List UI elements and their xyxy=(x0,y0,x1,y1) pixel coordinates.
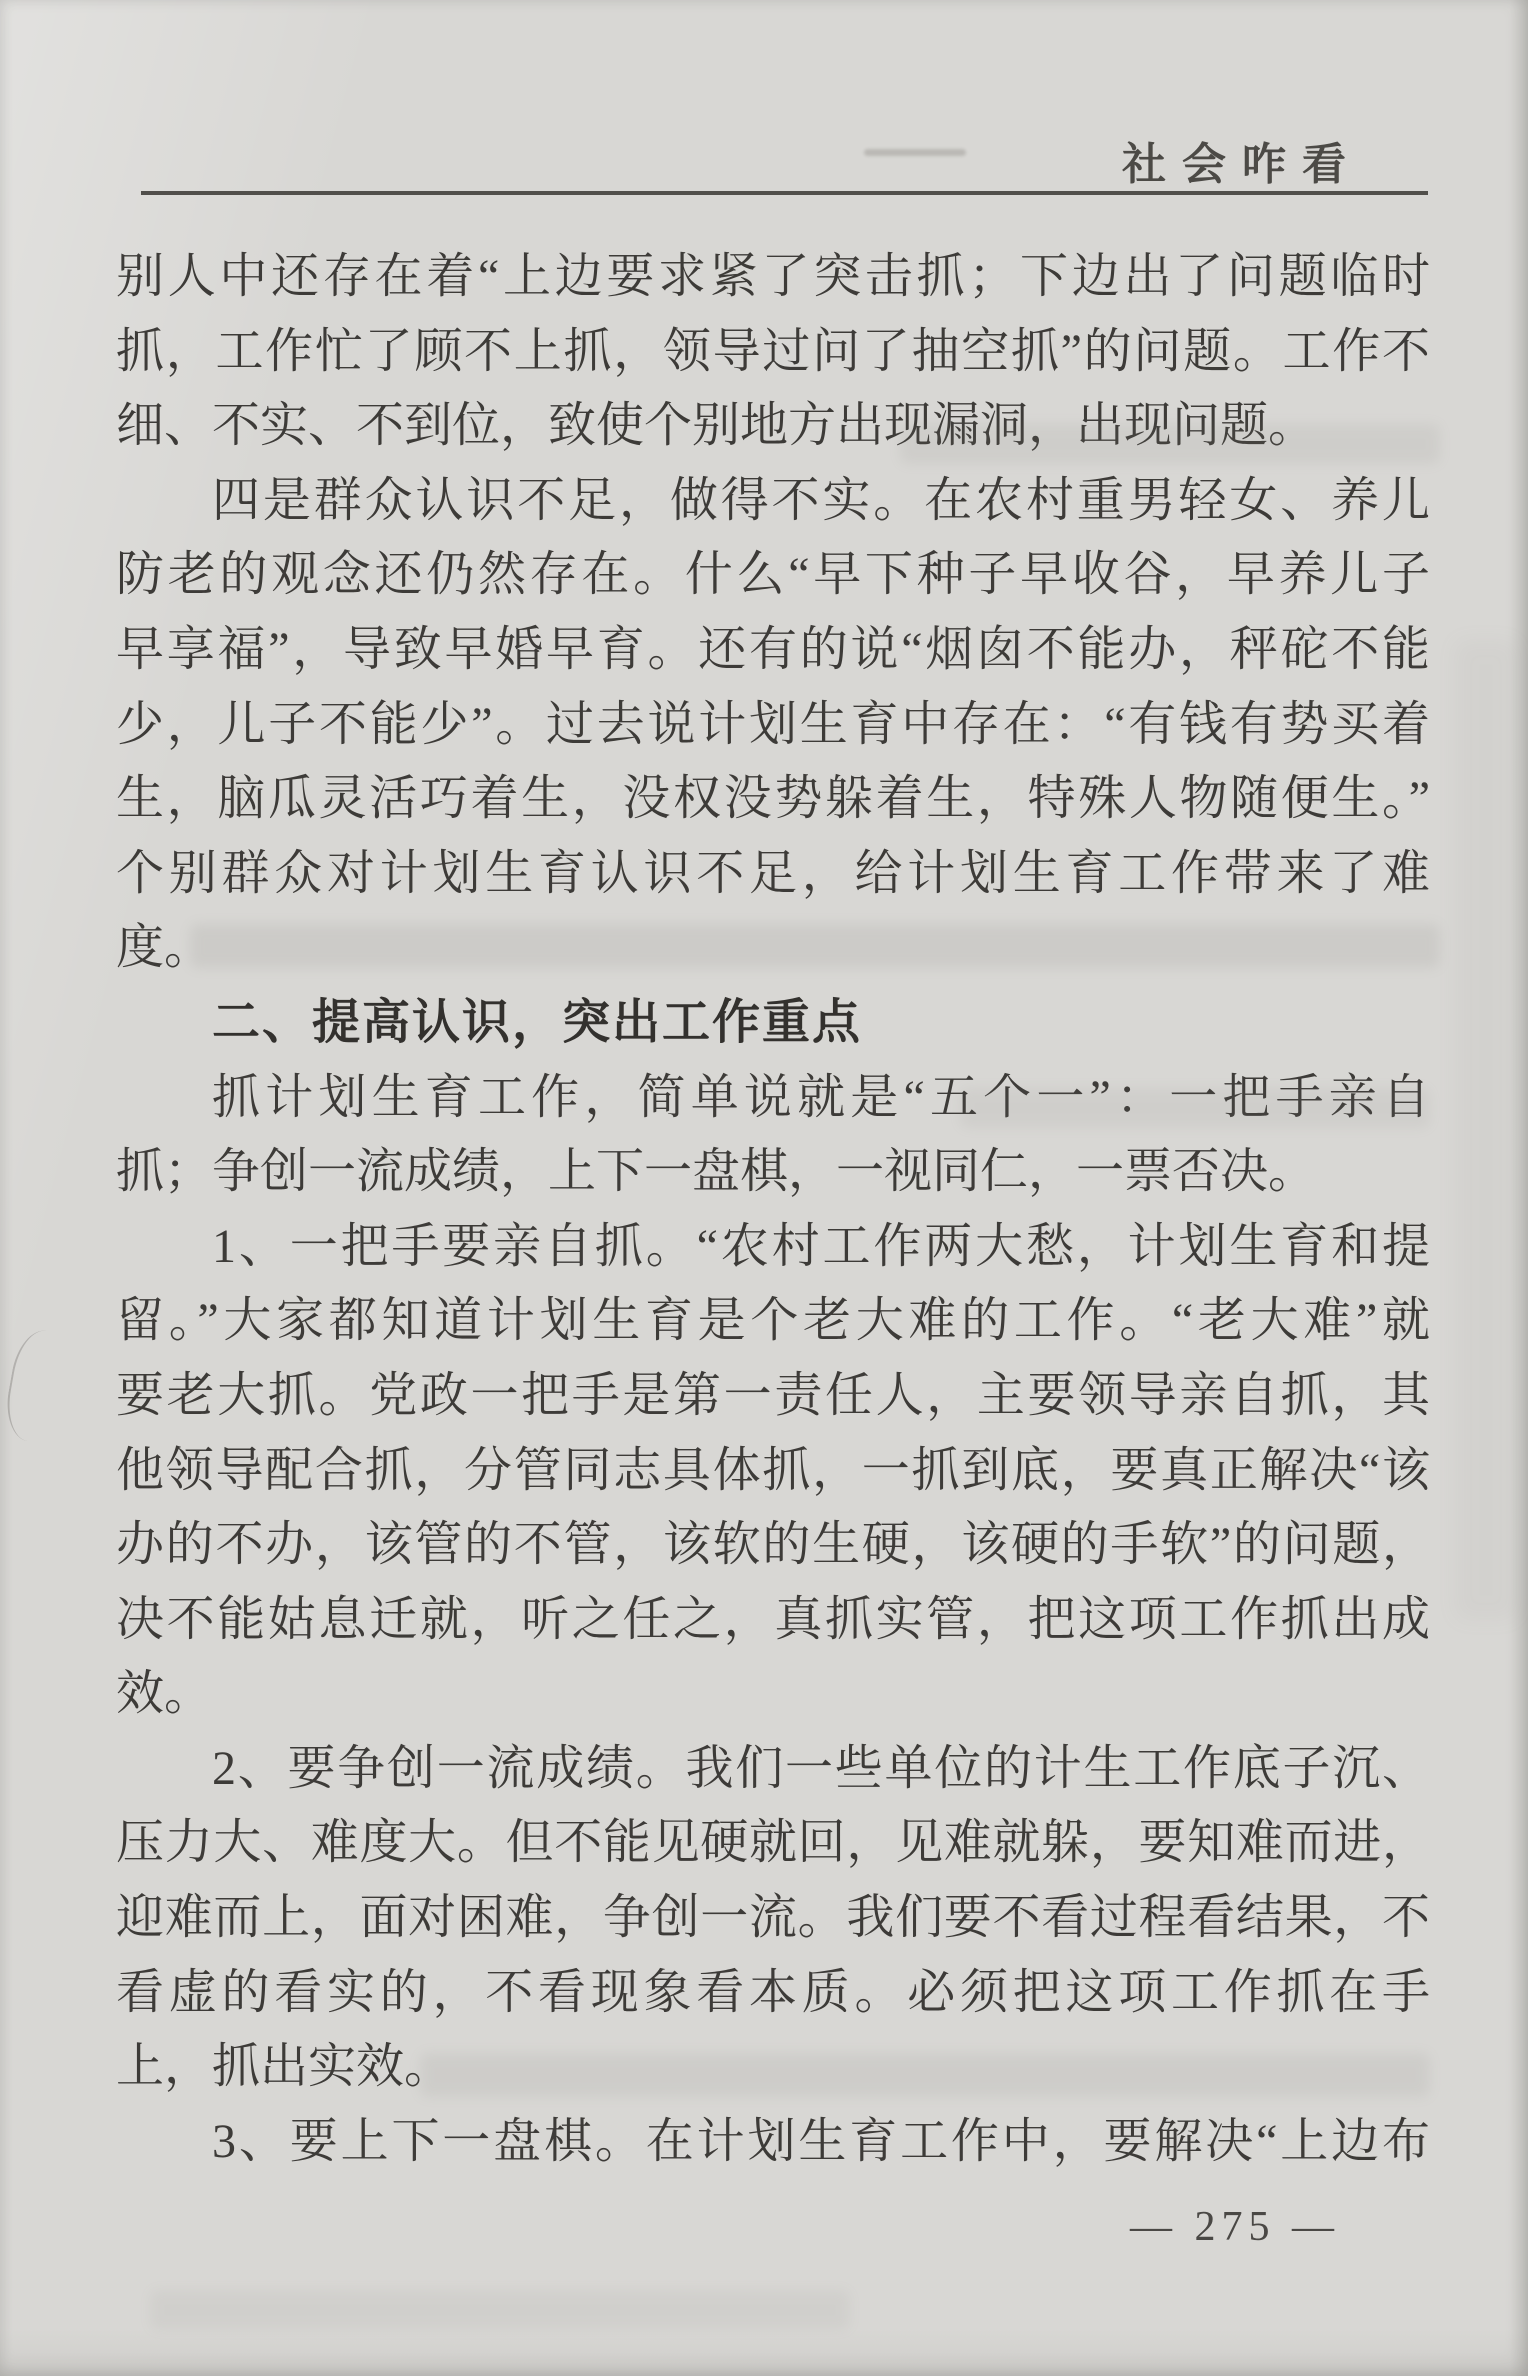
text-line: 个别群众对计划生育认识不足，给计划生育工作带来了难 xyxy=(116,846,1430,900)
text-line: 四是群众认识不足，做得不实。在农村重男轻女、养儿 xyxy=(212,473,1430,527)
paper-scratch-artifact xyxy=(1,1326,74,1446)
bleed-through-artifact xyxy=(1455,640,1517,1620)
text-line: 抓计划生育工作，简单说就是“五个一”：一把手亲自 xyxy=(212,1070,1430,1124)
page-number: — 275 — xyxy=(1130,2204,1340,2250)
bleed-through-artifact xyxy=(900,424,1440,464)
text-line: 压力大、难度大。但不能见硬就回，见难就躲，要知难而进， xyxy=(116,1816,1430,1870)
bleed-through-artifact xyxy=(420,2053,1430,2097)
running-head-title: 社会咋看 xyxy=(1122,140,1362,189)
section-heading: 二、提高认识，突出工作重点 xyxy=(212,995,863,1049)
text-line: 留。”大家都知道计划生育是个老大难的工作。“老大难”就 xyxy=(116,1294,1430,1348)
text-line: 生，脑瓜灵活巧着生，没权没势躲着生，特殊人物随便生。” xyxy=(116,772,1430,826)
ink-smudge-artifact xyxy=(864,149,966,156)
text-line: 少，儿子不能少”。过去说计划生育中存在：“有钱有势买着 xyxy=(116,697,1430,751)
text-line: 细、不实、不到位，致使个别地方出现漏洞，出现问题。 xyxy=(116,399,1317,453)
text-line: 抓，工作忙了顾不上抓，领导过问了抽空抓”的问题。工作不 xyxy=(116,324,1430,378)
text-line: 度。 xyxy=(116,921,213,975)
text-line: 抓；争创一流成绩，上下一盘棋，一视同仁，一票否决。 xyxy=(116,1145,1317,1199)
text-line: 要老大抓。党政一把手是第一责任人，主要领导亲自抓，其 xyxy=(116,1368,1430,1422)
page-body-text xyxy=(116,240,1430,2179)
text-line: 3、要上下一盘棋。在计划生育工作中，要解决“上边布 xyxy=(212,2114,1430,2168)
bleed-through-artifact xyxy=(190,924,1440,968)
text-line: 上，抓出实效。 xyxy=(116,2040,453,2094)
text-line: 效。 xyxy=(116,1667,213,1721)
bleed-through-artifact xyxy=(960,1088,1430,1128)
text-line: 决不能姑息迁就，听之任之，真抓实管，把这项工作抓出成 xyxy=(116,1592,1430,1646)
text-line: 迎难而上，面对困难，争创一流。我们要不看过程看结果，不 xyxy=(116,1891,1430,1945)
text-line: 别人中还存在着“上边要求紧了突击抓；下边出了问题临时 xyxy=(116,250,1430,303)
text-line: 看虚的看实的，不看现象看本质。必须把这项工作抓在手 xyxy=(116,1965,1430,2019)
text-line: 1、一把手要亲自抓。“农村工作两大愁，计划生育和提 xyxy=(212,1219,1430,1273)
text-line: 早享福”，导致早婚早育。还有的说“烟囱不能办，秤砣不能 xyxy=(116,622,1430,676)
header-rule xyxy=(141,191,1428,195)
text-line: 他领导配合抓，分管同志具体抓，一抓到底，要真正解决“该 xyxy=(116,1443,1430,1497)
bleed-through-artifact xyxy=(150,2290,850,2330)
text-line: 2、要争创一流成绩。我们一些单位的计生工作底子沉、 xyxy=(212,1741,1430,1795)
text-line: 办的不办，该管的不管，该软的生硬，该硬的手软”的问题， xyxy=(116,1518,1430,1572)
text-line: 防老的观念还仍然存在。什么“早下种子早收谷，早养儿子 xyxy=(116,548,1430,602)
